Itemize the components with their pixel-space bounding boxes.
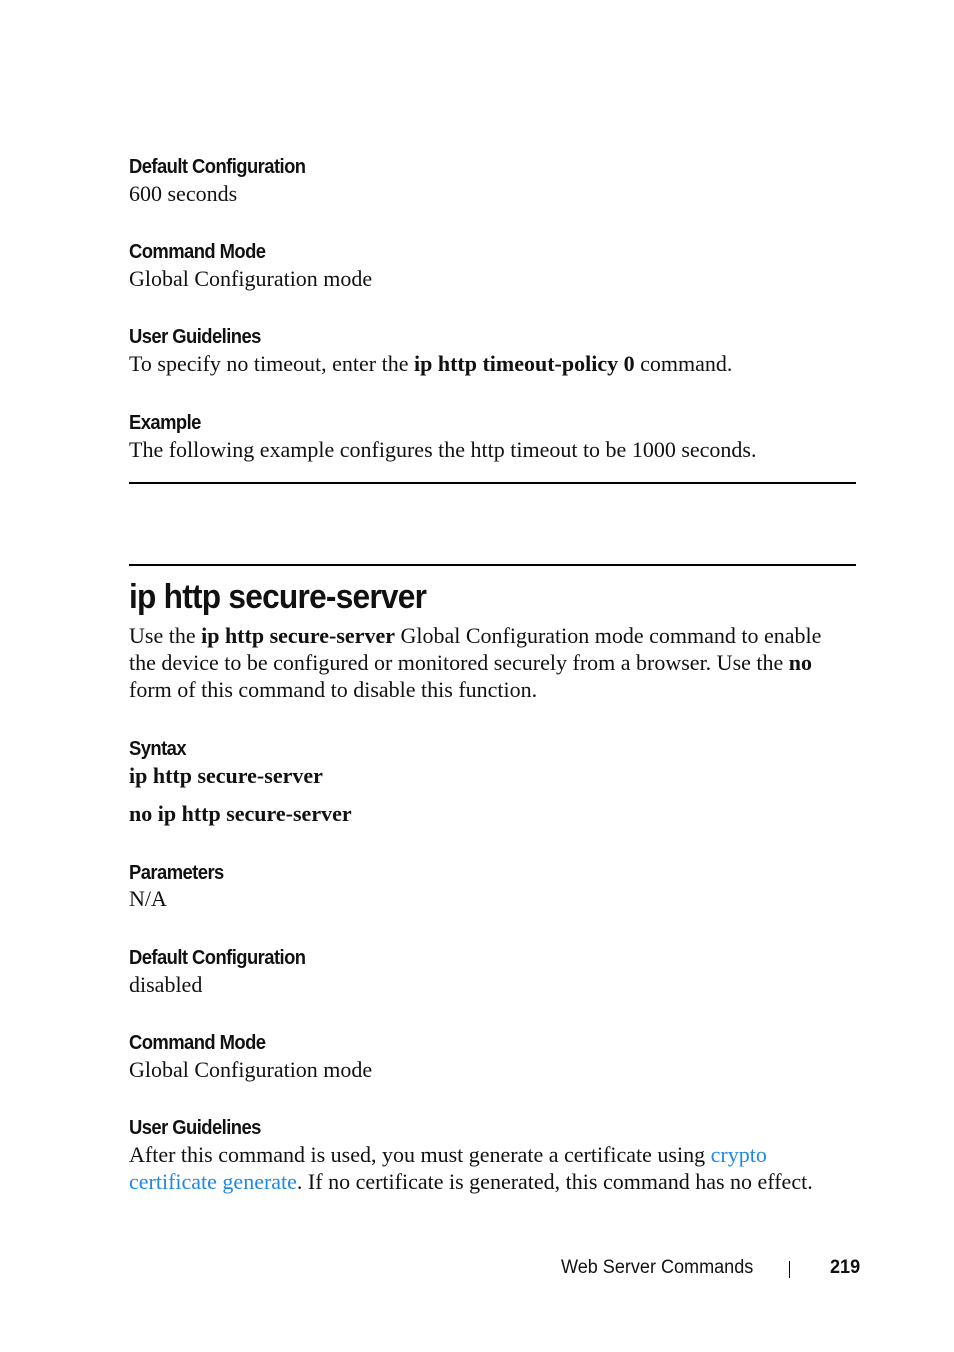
syntax-line-1 bbox=[129, 762, 323, 789]
crypto-certificate-generate-link[interactable]: crypto bbox=[710, 1142, 767, 1167]
parameters-heading: Parameters bbox=[129, 862, 224, 884]
intro-line-3: form of this command to disable this function. bbox=[129, 677, 538, 702]
intro-line-1-before: Use the bbox=[129, 623, 202, 648]
user-guidelines-line-2-after: . If no certificate is generated, this command has no effect. bbox=[296, 1169, 813, 1194]
command-title: ip http secure-server bbox=[129, 578, 427, 616]
footer-page-number: 219 bbox=[830, 1257, 861, 1278]
default-configuration-heading: Default Configuration bbox=[129, 156, 306, 178]
intro-line-1 bbox=[129, 622, 821, 649]
example-heading: Example bbox=[129, 412, 201, 434]
timeout-policy-command: ip http timeout-policy 0 bbox=[414, 351, 635, 376]
syntax-line-2 bbox=[129, 800, 352, 827]
intro-no-keyword: no bbox=[788, 650, 813, 675]
crypto-certificate-generate-link-continued[interactable]: certificate generate bbox=[129, 1169, 297, 1194]
default-configuration-value-2: disabled bbox=[129, 972, 203, 997]
user-guidelines-text-before: To specify no timeout, enter the bbox=[129, 351, 414, 376]
intro-line-1-after: Global Configuration mode command to enable bbox=[394, 623, 822, 648]
user-guidelines-line-1 bbox=[129, 1141, 767, 1168]
section-start-rule bbox=[129, 564, 856, 566]
user-guidelines-line-2 bbox=[129, 1168, 813, 1195]
user-guidelines-line-1-before: After this command is used, you must generate a certificate using bbox=[129, 1142, 711, 1167]
command-mode-value-2: Global Configuration mode bbox=[129, 1057, 373, 1082]
syntax-heading: Syntax bbox=[129, 738, 187, 760]
user-guidelines-text-after: command. bbox=[634, 351, 733, 376]
syntax-command: ip http secure-server bbox=[129, 763, 323, 788]
footer-separator bbox=[789, 1261, 790, 1278]
intro-line-2-before: the device to be configured or monitored securely from a browser. Use the bbox=[129, 650, 789, 675]
intro-command-name: ip http secure-server bbox=[201, 623, 395, 648]
default-configuration-value: 600 seconds bbox=[129, 181, 238, 206]
intro-line-2 bbox=[129, 649, 812, 676]
user-guidelines-heading: User Guidelines bbox=[129, 326, 261, 348]
command-mode-heading: Command Mode bbox=[129, 241, 266, 263]
command-mode-value: Global Configuration mode bbox=[129, 266, 373, 291]
user-guidelines-heading-2: User Guidelines bbox=[129, 1117, 261, 1139]
example-text: The following example configures the http timeout to be 1000 seconds. bbox=[129, 437, 757, 462]
parameters-value: N/A bbox=[129, 886, 167, 911]
syntax-no-command: no ip http secure-server bbox=[129, 801, 352, 826]
user-guidelines-text bbox=[129, 350, 732, 377]
section-end-rule bbox=[129, 482, 856, 484]
default-configuration-heading-2: Default Configuration bbox=[129, 947, 306, 969]
command-mode-heading-2: Command Mode bbox=[129, 1032, 266, 1054]
footer-chapter-title: Web Server Commands bbox=[561, 1257, 754, 1278]
